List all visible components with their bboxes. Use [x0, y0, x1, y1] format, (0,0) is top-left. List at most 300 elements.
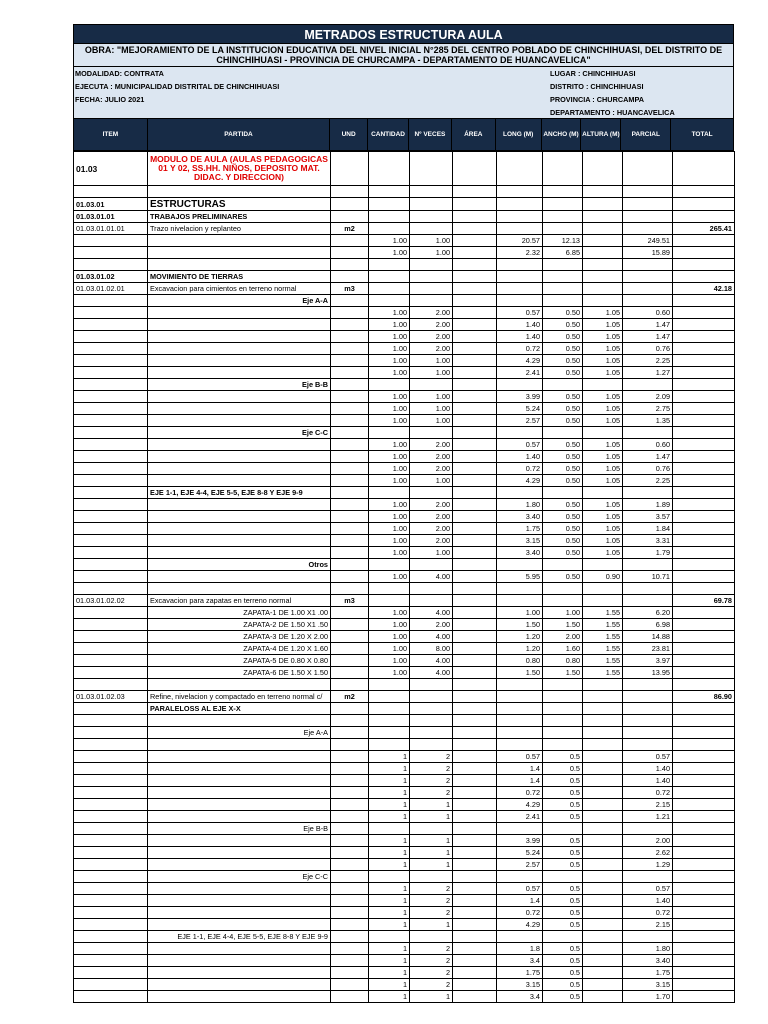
- cell-area: [453, 211, 497, 223]
- cell-altura: [583, 295, 623, 307]
- cell-und: [331, 967, 369, 979]
- cell-long: [497, 283, 543, 295]
- cell-altura: [583, 283, 623, 295]
- cell-partida: TRABAJOS PRELIMINARES: [148, 211, 331, 223]
- cell-und: [331, 379, 369, 391]
- cell-parcial: [623, 211, 673, 223]
- cell-item: [74, 571, 148, 583]
- cell-total: [673, 727, 735, 739]
- table-row: [74, 271, 735, 283]
- cell-ancho: [543, 211, 583, 223]
- cell-cantidad: 1: [369, 799, 410, 811]
- cell-veces: 1: [410, 835, 453, 847]
- cell-altura: 1.05: [583, 403, 623, 415]
- cell-total: [673, 523, 735, 535]
- cell-partida: Eje A-A: [148, 727, 331, 739]
- cell-total: [673, 943, 735, 955]
- cell-parcial: 2.75: [623, 403, 673, 415]
- table-row: [74, 415, 735, 427]
- cell-partida: [148, 859, 331, 871]
- cell-veces: [410, 198, 453, 211]
- cell-cantidad: 1.00: [369, 235, 410, 247]
- table-header: [73, 119, 734, 151]
- cell-parcial: [623, 152, 673, 186]
- cell-ancho: 0.5: [543, 835, 583, 847]
- cell-partida: [148, 319, 331, 331]
- cell-item: [74, 643, 148, 655]
- cell-total: [673, 307, 735, 319]
- cell-ancho: [543, 427, 583, 439]
- cell-cantidad: 1: [369, 967, 410, 979]
- cell-long: 1.75: [497, 967, 543, 979]
- cell-veces: 1: [410, 919, 453, 931]
- cell-partida: EJE 1-1, EJE 4-4, EJE 5-5, EJE 8-8 Y EJE 9-9: [148, 931, 331, 943]
- cell-und: [331, 799, 369, 811]
- cell-total: [673, 763, 735, 775]
- cell-parcial: [623, 198, 673, 211]
- cell-und: [331, 487, 369, 499]
- cell-ancho: [543, 295, 583, 307]
- cell-veces: 1.00: [410, 403, 453, 415]
- table-row: [74, 451, 735, 463]
- cell-partida: ZAPATA-4 DE 1.20 X 1.60: [148, 643, 331, 655]
- cell-total: [673, 655, 735, 667]
- cell-veces: [410, 871, 453, 883]
- cell-partida: [148, 343, 331, 355]
- cell-item: [74, 463, 148, 475]
- cell-altura: [583, 487, 623, 499]
- cell-ancho: 0.5: [543, 967, 583, 979]
- cell-cantidad: [369, 379, 410, 391]
- cell-ancho: 0.50: [543, 331, 583, 343]
- cell-ancho: 0.5: [543, 811, 583, 823]
- cell-total: [673, 979, 735, 991]
- cell-total: [673, 715, 735, 727]
- cell-item: [74, 799, 148, 811]
- table-row: [74, 619, 735, 631]
- table-row: [74, 883, 735, 895]
- cell-cantidad: 1.00: [369, 499, 410, 511]
- cell-und: [331, 427, 369, 439]
- cell-total: 265.41: [673, 223, 735, 235]
- cell-item: [74, 295, 148, 307]
- cell-total: [673, 919, 735, 931]
- cell-und: [331, 235, 369, 247]
- cell-und: [331, 271, 369, 283]
- cell-veces: 2.00: [410, 451, 453, 463]
- cell-parcial: 10.71: [623, 571, 673, 583]
- cell-item: [74, 775, 148, 787]
- cell-area: [453, 223, 497, 235]
- cell-total: [673, 823, 735, 835]
- cell-veces: 1: [410, 811, 453, 823]
- cell-altura: [583, 859, 623, 871]
- cell-long: [497, 487, 543, 499]
- cell-area: [453, 703, 497, 715]
- cell-long: [497, 703, 543, 715]
- cell-veces: 1.00: [410, 391, 453, 403]
- table-row: [74, 871, 735, 883]
- cell-veces: 4.00: [410, 655, 453, 667]
- cell-ancho: [543, 271, 583, 283]
- cell-cantidad: 1: [369, 751, 410, 763]
- cell-parcial: 1.70: [623, 991, 673, 1003]
- cell-cantidad: [369, 679, 410, 691]
- table-row: [74, 583, 735, 595]
- cell-long: 1.75: [497, 523, 543, 535]
- cell-und: [331, 871, 369, 883]
- cell-parcial: 2.15: [623, 919, 673, 931]
- cell-total: [673, 607, 735, 619]
- cell-partida: Otros: [148, 559, 331, 571]
- cell-altura: [583, 775, 623, 787]
- cell-veces: 4.00: [410, 631, 453, 643]
- cell-cantidad: 1: [369, 955, 410, 967]
- cell-partida: [148, 391, 331, 403]
- cell-parcial: 1.40: [623, 895, 673, 907]
- cell-area: [453, 655, 497, 667]
- cell-und: [331, 559, 369, 571]
- cell-veces: [410, 427, 453, 439]
- cell-long: 0.72: [497, 907, 543, 919]
- departamento: DEPARTAMENTO : HUANCAVELICA: [550, 108, 675, 117]
- cell-veces: [410, 283, 453, 295]
- cell-veces: [410, 823, 453, 835]
- cell-long: 1.20: [497, 631, 543, 643]
- cell-total: [673, 186, 735, 198]
- cell-total: [673, 439, 735, 451]
- cell-partida: ZAPATA-1 DE 1.00 X1 .00: [148, 607, 331, 619]
- table-row: [74, 559, 735, 571]
- cell-cantidad: [369, 211, 410, 223]
- cell-cantidad: 1.00: [369, 415, 410, 427]
- cell-long: 2.32: [497, 247, 543, 259]
- cell-und: m3: [331, 283, 369, 295]
- cell-altura: 1.05: [583, 547, 623, 559]
- cell-veces: [410, 223, 453, 235]
- cell-parcial: 1.29: [623, 859, 673, 871]
- cell-long: 2.41: [497, 367, 543, 379]
- cell-altura: 1.05: [583, 511, 623, 523]
- cell-area: [453, 727, 497, 739]
- cell-partida: MOVIMIENTO DE TIERRAS: [148, 271, 331, 283]
- cell-und: [331, 535, 369, 547]
- cell-item: [74, 751, 148, 763]
- table-row: [74, 355, 735, 367]
- cell-und: [331, 511, 369, 523]
- table-row: [74, 631, 735, 643]
- cell-area: [453, 835, 497, 847]
- cell-total: [673, 895, 735, 907]
- cell-parcial: 13.95: [623, 667, 673, 679]
- cell-altura: 1.05: [583, 319, 623, 331]
- cell-parcial: 1.40: [623, 763, 673, 775]
- table-row: [74, 979, 735, 991]
- table-row: [74, 991, 735, 1003]
- cell-parcial: 2.25: [623, 355, 673, 367]
- cell-ancho: [543, 198, 583, 211]
- cell-ancho: 0.5: [543, 895, 583, 907]
- table-row: [74, 907, 735, 919]
- cell-cantidad: [369, 703, 410, 715]
- cell-parcial: 0.57: [623, 883, 673, 895]
- sheet-title: METRADOS ESTRUCTURA AULA: [73, 24, 734, 44]
- table-row: [74, 295, 735, 307]
- cell-total: [673, 427, 735, 439]
- cell-partida: ZAPATA-2 DE 1.50 X1 .50: [148, 619, 331, 631]
- cell-long: 20.57: [497, 235, 543, 247]
- cell-long: 0.72: [497, 787, 543, 799]
- cell-cantidad: [369, 739, 410, 751]
- cell-und: [331, 152, 369, 186]
- cell-item: [74, 331, 148, 343]
- cell-partida: [148, 883, 331, 895]
- cell-total: [673, 415, 735, 427]
- cell-altura: [583, 559, 623, 571]
- cell-total: [673, 511, 735, 523]
- cell-und: [331, 583, 369, 595]
- cell-altura: 1.05: [583, 475, 623, 487]
- cell-area: [453, 907, 497, 919]
- cell-total: 69.78: [673, 595, 735, 607]
- cell-parcial: 3.57: [623, 511, 673, 523]
- cell-area: [453, 775, 497, 787]
- table-row: [74, 739, 735, 751]
- cell-total: [673, 811, 735, 823]
- cell-partida: Trazo nivelacion y replanteo: [148, 223, 331, 235]
- cell-ancho: 0.50: [543, 463, 583, 475]
- cell-veces: 4.00: [410, 667, 453, 679]
- cell-und: [331, 319, 369, 331]
- cell-und: [331, 247, 369, 259]
- cell-area: [453, 943, 497, 955]
- cell-partida: [148, 355, 331, 367]
- cell-area: [453, 331, 497, 343]
- cell-item: [74, 859, 148, 871]
- cell-ancho: 0.5: [543, 943, 583, 955]
- cell-long: 0.57: [497, 883, 543, 895]
- cell-veces: 2.00: [410, 307, 453, 319]
- cell-veces: 1: [410, 859, 453, 871]
- table-row: [74, 223, 735, 235]
- cell-parcial: [623, 703, 673, 715]
- cell-long: [497, 715, 543, 727]
- cell-total: 86.90: [673, 691, 735, 703]
- cell-area: [453, 198, 497, 211]
- cell-long: 3.15: [497, 979, 543, 991]
- cell-parcial: [623, 427, 673, 439]
- cell-ancho: [543, 715, 583, 727]
- cell-altura: 1.05: [583, 523, 623, 535]
- cell-cantidad: [369, 931, 410, 943]
- cell-veces: [410, 487, 453, 499]
- table-row: [74, 186, 735, 198]
- cell-cantidad: 1.00: [369, 523, 410, 535]
- cell-long: 1.50: [497, 667, 543, 679]
- cell-cantidad: 1.00: [369, 475, 410, 487]
- cell-area: [453, 691, 497, 703]
- cell-total: [673, 583, 735, 595]
- cell-parcial: [623, 823, 673, 835]
- cell-altura: 1.05: [583, 415, 623, 427]
- cell-item: 01.03.01.02.03: [74, 691, 148, 703]
- table-row: [74, 799, 735, 811]
- cell-cantidad: [369, 198, 410, 211]
- cell-long: [497, 559, 543, 571]
- cell-long: [497, 186, 543, 198]
- cell-parcial: 1.47: [623, 331, 673, 343]
- cell-und: [331, 367, 369, 379]
- cell-cantidad: 1.00: [369, 307, 410, 319]
- cell-long: 5.24: [497, 403, 543, 415]
- cell-und: m2: [331, 223, 369, 235]
- cell-area: [453, 991, 497, 1003]
- cell-parcial: 2.62: [623, 847, 673, 859]
- cell-cantidad: 1: [369, 943, 410, 955]
- cell-item: 01.03.01.01: [74, 211, 148, 223]
- cell-ancho: [543, 559, 583, 571]
- cell-cantidad: 1: [369, 811, 410, 823]
- cell-cantidad: [369, 487, 410, 499]
- cell-ancho: [543, 595, 583, 607]
- cell-ancho: 0.50: [543, 451, 583, 463]
- cell-ancho: [543, 679, 583, 691]
- cell-altura: [583, 871, 623, 883]
- cell-partida: [148, 259, 331, 271]
- table-row: [74, 691, 735, 703]
- cell-total: [673, 343, 735, 355]
- cell-cantidad: 1.00: [369, 631, 410, 643]
- cell-cantidad: 1: [369, 775, 410, 787]
- cell-long: [497, 259, 543, 271]
- cell-cantidad: 1.00: [369, 607, 410, 619]
- cell-und: [331, 523, 369, 535]
- cell-und: [331, 439, 369, 451]
- cell-item: [74, 319, 148, 331]
- cell-item: [74, 787, 148, 799]
- cell-partida: Excavacion para cimientos en terreno normal: [148, 283, 331, 295]
- cell-area: [453, 235, 497, 247]
- cell-cantidad: 1.00: [369, 655, 410, 667]
- cell-und: [331, 331, 369, 343]
- cell-total: [673, 751, 735, 763]
- cell-parcial: 2.15: [623, 799, 673, 811]
- cell-item: 01.03: [74, 152, 148, 186]
- table-row: [74, 211, 735, 223]
- cell-cantidad: 1.00: [369, 403, 410, 415]
- cell-partida: [148, 367, 331, 379]
- cell-area: [453, 631, 497, 643]
- header-partida: PARTIDA: [148, 119, 330, 150]
- cell-area: [453, 439, 497, 451]
- table-row: [74, 571, 735, 583]
- cell-area: [453, 931, 497, 943]
- table-row: [74, 343, 735, 355]
- table-row: [74, 775, 735, 787]
- table-row: [74, 607, 735, 619]
- cell-partida: [148, 439, 331, 451]
- cell-altura: [583, 259, 623, 271]
- cell-ancho: [543, 823, 583, 835]
- modalidad: MODALIDAD: CONTRATA: [75, 69, 164, 78]
- cell-partida: [148, 499, 331, 511]
- cell-long: 5.95: [497, 571, 543, 583]
- cell-item: 01.03.01.02.01: [74, 283, 148, 295]
- table-row: [74, 847, 735, 859]
- cell-area: [453, 367, 497, 379]
- cell-ancho: 0.50: [543, 571, 583, 583]
- cell-parcial: [623, 871, 673, 883]
- cell-und: [331, 415, 369, 427]
- cell-und: [331, 619, 369, 631]
- cell-altura: [583, 979, 623, 991]
- cell-altura: 1.05: [583, 535, 623, 547]
- cell-veces: [410, 715, 453, 727]
- cell-parcial: [623, 931, 673, 943]
- cell-cantidad: [369, 259, 410, 271]
- cell-item: [74, 487, 148, 499]
- cell-altura: [583, 679, 623, 691]
- cell-und: [331, 739, 369, 751]
- cell-long: 3.99: [497, 835, 543, 847]
- cell-veces: 2.00: [410, 523, 453, 535]
- cell-area: [453, 415, 497, 427]
- cell-veces: [410, 679, 453, 691]
- cell-long: 0.57: [497, 751, 543, 763]
- cell-total: [673, 355, 735, 367]
- cell-long: 3.4: [497, 991, 543, 1003]
- cell-und: [331, 919, 369, 931]
- cell-item: [74, 823, 148, 835]
- cell-parcial: [623, 679, 673, 691]
- cell-veces: [410, 295, 453, 307]
- cell-altura: [583, 883, 623, 895]
- cell-total: [673, 847, 735, 859]
- cell-parcial: [623, 259, 673, 271]
- cell-total: [673, 152, 735, 186]
- cell-long: 4.29: [497, 799, 543, 811]
- cell-long: 0.80: [497, 655, 543, 667]
- cell-partida: [148, 955, 331, 967]
- cell-long: 1.4: [497, 775, 543, 787]
- cell-altura: 1.05: [583, 355, 623, 367]
- cell-item: [74, 631, 148, 643]
- cell-total: [673, 667, 735, 679]
- table-row: [74, 259, 735, 271]
- cell-long: [497, 295, 543, 307]
- cell-altura: [583, 247, 623, 259]
- table-row: [74, 319, 735, 331]
- cell-cantidad: 1: [369, 991, 410, 1003]
- cell-und: [331, 571, 369, 583]
- cell-altura: 1.05: [583, 451, 623, 463]
- cell-ancho: [543, 379, 583, 391]
- table-row: [74, 511, 735, 523]
- cell-altura: [583, 967, 623, 979]
- cell-item: [74, 259, 148, 271]
- cell-parcial: 3.97: [623, 655, 673, 667]
- cell-parcial: [623, 379, 673, 391]
- cell-ancho: [543, 583, 583, 595]
- cell-altura: 1.05: [583, 463, 623, 475]
- cell-area: [453, 823, 497, 835]
- cell-partida: [148, 523, 331, 535]
- cell-ancho: [543, 487, 583, 499]
- cell-cantidad: 1: [369, 979, 410, 991]
- cell-total: [673, 931, 735, 943]
- cell-ancho: 0.50: [543, 499, 583, 511]
- cell-parcial: 3.40: [623, 955, 673, 967]
